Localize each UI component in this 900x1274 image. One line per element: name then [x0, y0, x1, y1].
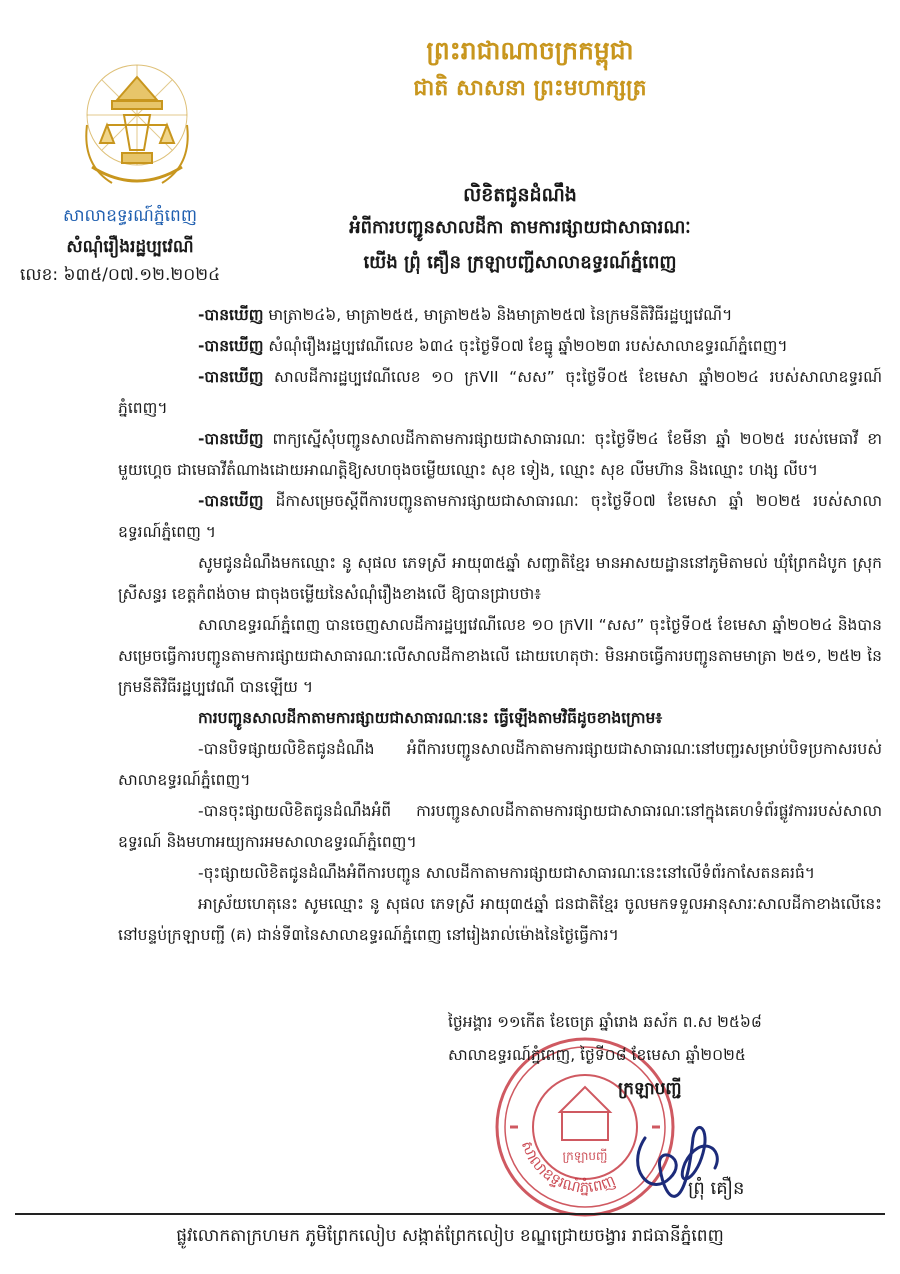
- paragraph: -បានឃើញ ដីកាសម្រេចស្តីពីការបញ្ជូនតាមការផ្សាយជាសាធារណៈ ចុះថ្ងៃទី០៧ ខែមេសា ឆ្នាំ ២០២៥ របស់សាលាឧទ្ធរណ៍ភ្នំពេញ ។: [118, 492, 882, 541]
- paragraph: សាលាឧទ្ធរណ៍ភ្នំពេញ បានចេញសាលដីការដ្ឋប្បវេណីលេខ ១០ ក្រVII “សស” ចុះថ្ងៃទី០៥ ខែមេសា ឆ្នាំ២០២៤ និងបានសម្រេចធ្វើការបញ្ជូនតាមការផ្សាយជាសាធារណៈលើសាលដីកាខាងលើ ដោយហេតុថា: មិនអាចធ្វើការបញ្ជូនតាមមាត្រា ២៥១, ២៥២ នៃក្រមនីតិវិធីរដ្ឋប្បវេណី បានឡើយ ។: [118, 616, 882, 696]
- footer-divider: [15, 1213, 885, 1215]
- paragraph: -បានបិទផ្សាយលិខិតជូនដំណឹង អំពីការបញ្ជូនសាលដីកាតាមការផ្សាយជាសាធារណៈនៅបញ្ជរសម្រាប់បិទប្រកាសរបស់សាលាឧទ្ធរណ៍ភ្នំពេញ។: [118, 740, 882, 789]
- lunar-date: ថ្ងៃអង្គារ ១១កើត ខែចេត្រ ឆ្នាំរោង ឆស័ក ព.ស ២៥៦៨: [448, 1013, 762, 1031]
- keyword: -បានឃើញ: [198, 306, 264, 324]
- court-emblem-icon: [72, 55, 202, 205]
- place-and-date: សាលាឧទ្ធរណ៍ភ្នំពេញ, ថ្ងៃទី០៨ ខែមេសា ឆ្នាំ២០២៥: [448, 1046, 746, 1064]
- issuer-block: [20, 204, 240, 288]
- letterhead: [360, 32, 700, 106]
- date-block: [448, 1006, 868, 1072]
- keyword: -បានឃើញ: [198, 337, 264, 355]
- signature-icon: [615, 1108, 735, 1228]
- reference-number: លេខ: ៦៣៥/០៧.១២.២០២៤: [20, 265, 221, 285]
- seal-center-text: ក្រឡាបញ្ជី: [562, 1149, 608, 1163]
- document-subject: អំពីការបញ្ជូនសាលដីកា តាមការផ្សាយជាសាធារណៈ: [349, 217, 691, 238]
- seal-text: សាលាឧទ្ធរណ៍ភ្នំពេញ: [517, 1137, 619, 1197]
- keyword: -បានឃើញ: [198, 492, 264, 510]
- document-title: លិខិតជូនដំណឹង: [463, 184, 577, 206]
- title-block: [240, 180, 800, 280]
- keyword: -បានឃើញ: [198, 430, 264, 448]
- paragraph: សូមជូនដំណឹងមកឈ្មោះ នូ សុផល ភេទស្រី អាយុ៣៥ឆ្នាំ សញ្ជាតិខ្មែរ មានអាសយដ្ឋាននៅភូមិតាមល់ ឃុំព្រែកដំបូក ស្រុកស្រីសន្ធរ ខេត្តកំពង់ចាម ជាចុងចម្លើយនៃសំណុំរឿងខាងលើ ឱ្យបានជ្រាបថា៖: [118, 554, 882, 603]
- paragraph: -បានចុះផ្សាយលិខិតជូនដំណឹងអំពី ការបញ្ជូនសាលដីកាតាមការផ្សាយជាសាធារណៈនៅក្នុងគេហទំព័រផ្លូវការរបស់សាលាឧទ្ធរណ៍ និងមហាអយ្យការអមសាលាឧទ្ធរណ៍ភ្នំពេញ។: [118, 802, 882, 851]
- paragraph: -បានឃើញ មាត្រា២៤៦, មាត្រា២៥៥, មាត្រា២៥៦ និងមាត្រា២៥៧ នៃក្រមនីតិវិធីរដ្ឋប្បវេណី។: [198, 306, 733, 324]
- document-issuer-line: យើង ព្រុំ គឿន ក្រឡាបញ្ជីសាលាឧទ្ធរណ៍ភ្នំពេញ: [363, 252, 677, 273]
- paragraph: -បានឃើញ សំណុំរឿងរដ្ឋប្បវេណីលេខ ៦៣៤ ចុះថ្ងៃទី០៧ ខែធ្នូ ឆ្នាំ២០២៣ របស់សាលាឧទ្ធរណ៍ភ្នំពេញ។: [198, 337, 788, 355]
- footer-address: ផ្លូវលោកតាក្រហមក ភូមិព្រែកលៀប សង្កាត់ព្រែកលៀប ខណ្ឌជ្រោយចង្វារ រាជធានីភ្នំពេញ: [176, 1226, 724, 1246]
- paragraph: -បានឃើញ ពាក្យស្នើសុំបញ្ជូនសាលដីកាតាមការផ្សាយជាសាធារណៈ ចុះថ្ងៃទី២៤ ខែមីនា ឆ្នាំ ២០២៥ របស់មេធាវី ខា មួយហ្គេច ជាមេធាវីតំណាងដោយអាណត្តិឱ្យសហចុងចម្លើយឈ្មោះ សុខ ទៀង, ឈ្មោះ សុខ លីមហ៊ាន និងឈ្មោះ ហង្ស លីប។: [118, 430, 882, 479]
- kingdom-title: ព្រះរាជាណាចក្រកម្ពុជា: [426, 36, 634, 65]
- court-name: សាលាឧទ្ធរណ៍ភ្នំពេញ: [62, 206, 198, 226]
- paragraph: -បានឃើញ សាលដីការដ្ឋប្បវេណីលេខ ១០ ក្រVII “សស” ចុះថ្ងៃទី០៥ ខែមេសា ឆ្នាំ២០២៤ របស់សាលាឧទ្ធរណ៍ភ្នំពេញ។: [118, 368, 882, 417]
- signer-title: ក្រឡាបញ្ជី: [618, 1079, 682, 1099]
- signer-name: ព្រុំ គឿន: [688, 1178, 745, 1199]
- national-motto: ជាតិ សាសនា ព្រះមហាក្សត្រ: [413, 75, 647, 101]
- keyword: -បានឃើញ: [198, 368, 264, 386]
- paragraph: -ចុះផ្សាយលិខិតជូនដំណឹងអំពីការបញ្ជូន សាលដីកាតាមការផ្សាយជាសាធារណៈនេះនៅលើទំព័រកាសែតនគរធំ។: [198, 864, 816, 882]
- department-name: សំណុំរឿងរដ្ឋប្បវេណី: [66, 237, 194, 257]
- paragraph: អាស្រ័យហេតុនេះ សូមឈ្មោះ នូ សុផល ភេទស្រី អាយុ៣៥ឆ្នាំ ជនជាតិខ្មែរ ចូលមកទទួលអានុសារៈសាលដីកាខាងលើនេះនៅបន្ទប់ក្រឡាបញ្ជី (គ) ជាន់ទី៣នៃសាលាឧទ្ធរណ៍ភ្នំពេញ នៅរៀងរាល់ម៉ោងនៃថ្ងៃធ្វើការ។: [118, 895, 882, 944]
- letter-body: [118, 300, 882, 951]
- paragraph-heading: ការបញ្ជូនសាលដីកាតាមការផ្សាយជាសាធារណៈនេះ ធ្វើឡើងតាមវិធីដូចខាងក្រោម៖: [198, 709, 663, 727]
